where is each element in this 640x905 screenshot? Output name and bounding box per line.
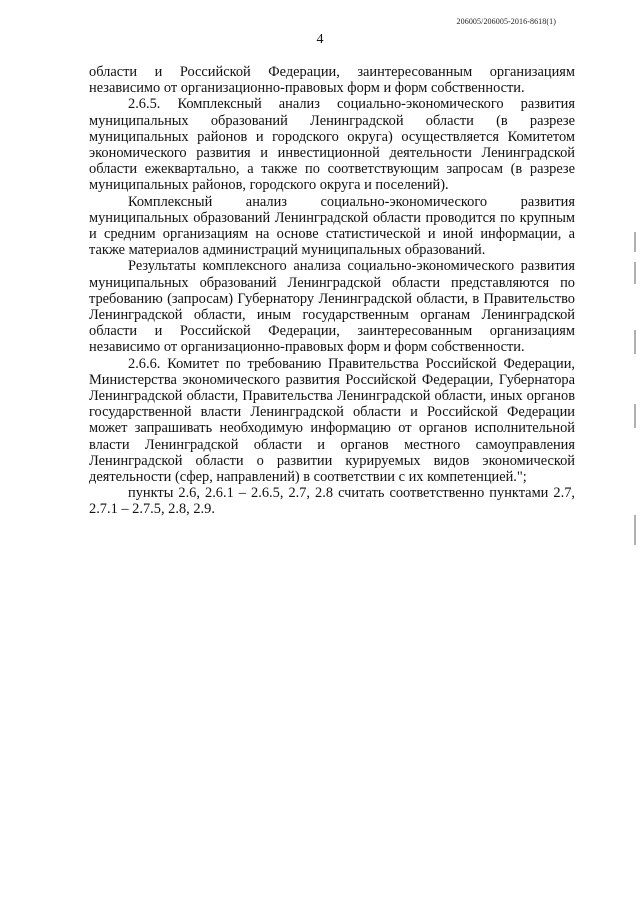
scan-edge-mark [634,232,636,252]
paragraph-analysis-results: Результаты комплексного анализа социально-экономического развития муниципальных образований Ленинградской области представляются по требованию (запросам) Губернатору Ленинградской области, в Правительство Ленинградской области, иным государственным органам Ленинградской области и Российской Федерации, заинтересованным организациям независимо от организационно-правовых форм и форм собственности. [89,258,575,356]
scan-edge-mark [634,262,636,284]
scan-edge-mark [634,404,636,428]
paragraph-2-6-5: 2.6.5. Комплексный анализ социально-экономического развития муниципальных образований Ленинградской области (в разрезе муниципальных районов и городского округа) осуществляется Комитетом экономического развития и инвестиционной деятельности Ленинградской области ежеквартально, а также по соответствующим запросам (в разрезе муниципальных районов, городского округа и поселений). [89,96,575,194]
page-number: 4 [316,32,324,47]
paragraph-analysis-scope: Комплексный анализ социально-экономического развития муниципальных образований Ленинградской области проводится по крупным и средним организациям на основе статистической и иной информации, а также материалов администраций муниципальных образований. [89,193,575,259]
scan-edge-mark [634,515,636,545]
document-code: 206005/206005-2016-8618(1) [456,17,556,26]
document-body [89,64,575,518]
paragraph-continuation: области и Российской Федерации, заинтересованным организациям независимо от организационно-правовых форм и форм собственности. [89,64,575,97]
scan-edge-mark [634,330,636,354]
paragraph-2-6-6: 2.6.6. Комитет по требованию Правительства Российской Федерации, Министерства экономического развития Российской Федерации, Губернатора Ленинградской области, Правительства Ленинградской области, иных органов государственной власти Ленинградской области и Российской Федерации может запрашивать необходимую информацию от органов исполнительной власти Ленинградской области и органов местного самоуправления Ленинградской области о развитии курируемых видов экономической деятельности (сфер, направлений) в соответствии с их компетенцией."; [89,355,575,486]
paragraph-renumbering: пункты 2.6, 2.6.1 – 2.6.5, 2.7, 2.8 считать соответственно пунктами 2.7, 2.7.1 – 2.7.5, 2.8, 2.9. [89,485,575,518]
